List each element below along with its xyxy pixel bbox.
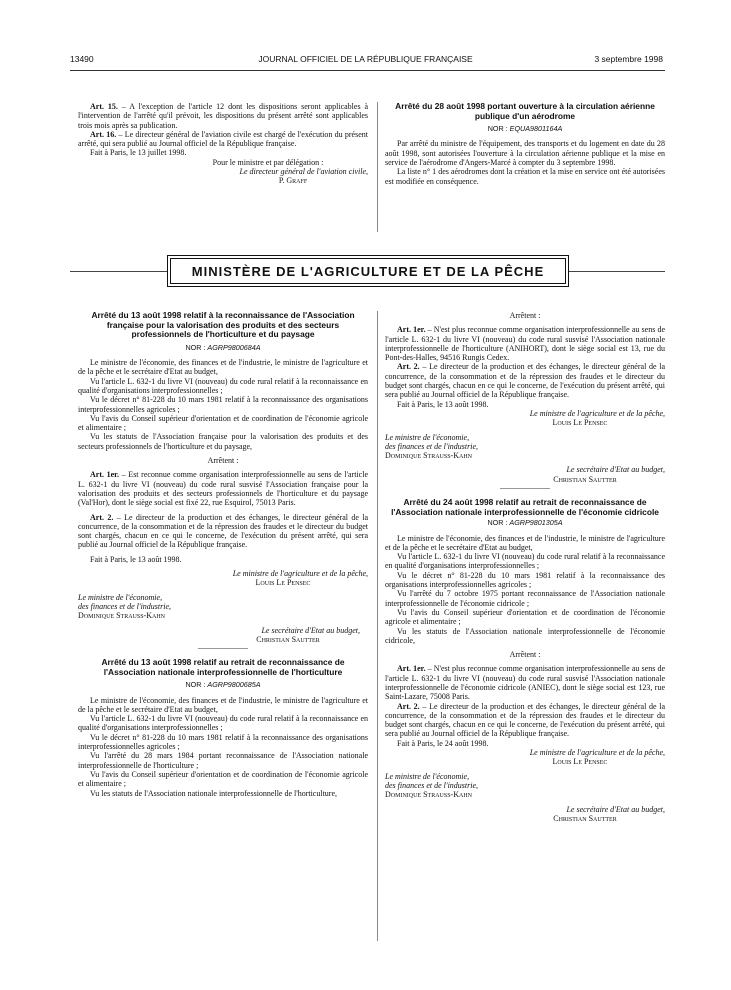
article-2 [385,702,665,739]
signatory-role: Le ministre de l'économie, [78,592,163,602]
nor-label: NOR : [185,680,208,690]
signatory-name: Louis Le Pensec [552,418,608,428]
article-text: – N'est plus reconnue comme organisation interprofessionnelle au sens de l'article L. 632-1 du livre VI (nouveau) du code rural susvisé l'Association nationale interprofessionnelle de l'horticulture (ANIHORT), dont le siège social est 13, rue du Pont-des-Halles, 94516 Rungis Cedex. [385,325,665,363]
article-1 [78,470,368,507]
nor-label: NOR : [487,124,510,134]
paragraph: Vu les statuts de l'Association française pour la valorisation des produits et des secteurs professionnels de l'horticulture et du paysage, [78,432,368,451]
article-2 [78,513,368,550]
ministry-heading: MINISTÈRE DE L'AGRICULTURE ET DE LA PÊCHE [170,258,566,284]
signatory-role: Le ministre de l'économie, [385,432,470,442]
decree-title: Arrêté du 24 août 1998 relatif au retrait de reconnaissance de l'Association nationale interprofessionnelle de l'économie cidricole [391,497,659,517]
fait-a-paris: Fait à Paris, le 24 août 1998. [397,738,489,748]
article-2 [385,362,665,399]
arretent-heading: Arrêtent : [509,650,541,660]
article-label: Art. 2. [397,701,420,711]
journal-title: JOURNAL OFFICIEL DE LA RÉPUBLIQUE FRANÇAISE [258,54,473,64]
signatory-role: Le secrétaire d'Etat au budget, [566,465,665,475]
ministry-rule-right [568,271,665,272]
page-number: 13490 [70,54,94,64]
signatory-name: Louis Le Pensec [552,757,608,767]
delegation-line: Pour le ministre et par délégation : [212,157,324,167]
top-right-column [385,102,665,186]
signatory-role: Le directeur général de l'aviation civile, [239,167,368,177]
nor-code: AGRP9800685A [207,680,261,690]
decree-title: Arrêté du 28 août 1998 portant ouverture à la circulation aérienne publique d'un aérodrome [395,101,655,121]
article-text: – Est reconnue comme organisation interprofessionnelle au sens de l'article L. 632-1 du livre VI (nouveau) du code rural susvisé l'Association française pour la valorisation des produits et des secteurs professionnels de l'horticulture et du paysage (Val'Hor), dont le siège social est fixé 22, rue Esquirol, 75013 Paris. [78,470,369,508]
signatory-role: Le ministre de l'agriculture et de la pêche, [529,408,665,418]
fait-a-paris: Fait à Paris, le 13 août 1998. [397,399,489,409]
decree-title: Arrêté du 13 août 1998 relatif au retrait de reconnaissance de l'Association nationale interprofessionnelle de l'horticulture [101,657,345,677]
fait-a-paris: Fait à Paris, le 13 juillet 1998. [90,148,187,158]
arretent-heading: Arrêtent : [207,456,239,466]
top-left-column [78,102,368,186]
signatory-role: des finances et de l'industrie, [385,780,479,790]
signatory-role: Le secrétaire d'Etat au budget, [261,625,360,635]
article-label: Art. 1er. [397,664,426,674]
article-text: – N'est plus reconnue comme organisation interprofessionnelle au sens de l'article L. 632-1 du livre VI (nouveau) du code rural susvisé l'Association nationale interprofessionnelle de l'économie cidricole (ANIEC), dont le siège social est 123, rue Saint-Lazare, 75008 Paris. [385,664,665,702]
signatory-role: Le secrétaire d'Etat au budget, [566,804,665,814]
signatory-name: P. Graff [278,176,308,186]
signatory-name: Christian Sautter [553,813,617,823]
section-divider [500,488,550,489]
paragraph: Vu l'article L. 632-1 du livre VI (nouveau) du code rural relatif à la reconnaissance en qualité d'organisations interprofessionnelles ; [385,552,665,571]
header-rule [70,70,665,71]
left-column [78,311,368,798]
nor-label: NOR : [185,342,208,352]
article-label: Art. 1er. [90,470,120,480]
paragraph: Vu les statuts de l'Association nationale interprofessionnelle de l'horticulture, [90,788,338,798]
signatory-name: Dominique Strauss-Kahn [385,451,473,461]
paragraph: Vu l'arrêté du 7 octobre 1975 portant reconnaissance de l'Association nationale interprofessionnelle de l'économie cidricole ; [385,589,665,608]
article-label: Art. 2. [90,512,114,522]
article-16 [78,130,368,149]
article-text: – Le directeur de la production et des échanges, le directeur général de la concurrence, de la consommation et de la répression des fraudes et le directeur du budget sont chargés, chacun en ce qui le concerne, de l'exécution du présent arrêté, qui sera publié au Journal officiel de la République française. [385,701,665,739]
paragraph: Vu l'article L. 632-1 du livre VI (nouveau) du code rural relatif à la reconnaissance en qualité d'organisations interprofessionnelles ; [78,376,368,395]
article-1 [385,664,665,701]
ministry-rule-left [70,271,168,272]
paragraph: Vu l'avis du Conseil supérieur d'orientation et de coordination de l'économie agricole et alimentaire ; [78,413,368,433]
paragraph: Vu l'avis du Conseil supérieur d'orientation et de coordination de l'économie agricole et alimentaire ; [78,769,368,789]
right-column [385,311,665,823]
article-text: – Le directeur de la production et des échanges, le directeur général de la concurrence, de la consommation et de la répression des fraudes et le directeur du budget sont chargés, chacun en ce qui le concerne, de l'exécution du présent arrêté, qui sera publié au Journal officiel de la République française. [385,362,665,400]
signatory-role: Le ministre de l'agriculture et de la pêche, [232,569,368,579]
decree-title: Arrêté du 13 août 1998 relatif à la reconnaissance de l'Association française pour la valorisation des produits et des secteurs professionnels de l'horticulture et du paysage [91,310,355,340]
paragraph: Vu les statuts de l'Association nationale interprofessionnelle de l'économie cidricole, [385,626,665,645]
signatory-role: Le ministre de l'économie, [385,771,470,781]
paragraph: Vu le décret n° 81-228 du 10 mars 1981 relatif à la reconnaissance des organisations interprofessionnelles agricoles ; [78,395,368,414]
article-label: Art. 2. [397,362,420,372]
paragraph: La liste n° 1 des aérodromes dont la création et la mise en service ont été autorisées est modifiée en conséquence. [385,167,665,186]
column-separator [377,102,378,232]
section-divider [198,648,248,649]
fait-a-paris: Fait à Paris, le 13 août 1998. [90,554,182,564]
signatory-name: Christian Sautter [553,474,617,484]
article-15 [78,102,368,130]
paragraph: Vu le décret n° 81-228 du 10 mars 1981 relatif à la reconnaissance des organisations interprofessionnelles agricoles ; [385,570,665,590]
signatory-name: Dominique Strauss-Kahn [385,790,473,800]
arretent-heading: Arrêtent : [509,311,541,320]
article-text: – Le directeur de la production et des échanges, le directeur général de la concurrence, de la consommation et de la répression des fraudes et le directeur du budget sont chargés, chacun en ce qui le concerne, de l'exécution du présent arrêté, qui sera publié au Journal officiel de la République française. [78,512,368,550]
nor-reference [385,518,665,527]
paragraph: Par arrêté du ministre de l'équipement, des transports et du logement en date du 28 août 1998, sont autorisées l'ouverture à la circulation aérienne publique et la mise en service de l'aérodrome d'Angers-Marcé à compter du 3 septembre 1998. [385,139,665,168]
paragraph: Le ministre de l'économie, des finances et de l'industrie, le ministre de l'agriculture et de la pêche et le secrétaire d'Etat au budget, [385,533,665,552]
signatory-name: Louis Le Pensec [255,578,311,588]
paragraph: Vu l'arrêté du 28 mars 1984 portant reconnaissance de l'Association nationale interprofessionnelle de l'horticulture ; [78,751,368,770]
page-header [0,54,731,68]
signatory-role: Le ministre de l'agriculture et de la pêche, [529,748,665,758]
article-15-text: – A l'exception de l'article 12 dont les dispositions seront applicables à l'intervention de l'arrêté qu'il prévoit, les dispositions du présent arrêté sont applicables trois mois après sa publication. [78,102,369,130]
nor-reference [78,680,368,689]
nor-label: NOR : [487,518,510,528]
article-16-text: – Le directeur général de l'aviation civile est chargé de l'exécution du présent arrêté, qui sera publié au Journal officiel de la République française. [78,129,368,149]
issue-date: 3 septembre 1998 [594,54,663,64]
paragraph: Le ministre de l'économie, des finances et de l'industrie, le ministre de l'agriculture et de la pêche et le secrétaire d'Etat au budget, [78,358,368,377]
article-16-label: Art. 16. [90,129,117,139]
article-15-label: Art. 15. [90,102,118,111]
article-label: Art. 1er. [397,325,426,335]
signatory-name: Christian Sautter [256,634,320,644]
nor-code: AGRP9801305A [509,518,563,528]
nor-reference [385,124,665,133]
signatory-name: Dominique Strauss-Kahn [78,611,166,621]
paragraph: Vu le décret n° 81-228 du 10 mars 1981 relatif à la reconnaissance des organisations interprofessionnelles agricoles ; [78,732,368,752]
paragraph: Vu l'avis du Conseil supérieur d'orientation et de coordination de l'économie agricole et alimentaire ; [385,607,665,627]
nor-reference [78,343,368,352]
signatory-role: des finances et de l'industrie, [78,601,172,611]
article-1 [385,325,665,362]
column-separator [377,311,378,941]
paragraph: Vu l'article L. 632-1 du livre VI (nouveau) du code rural relatif à la reconnaissance en qualité d'organisations interprofessionnelles ; [78,714,368,733]
nor-code: EQUA9801164A [509,124,563,134]
signatory-role: des finances et de l'industrie, [385,441,479,451]
nor-code: AGRP9800684A [207,342,261,352]
paragraph: Le ministre de l'économie, des finances et de l'industrie, le ministre de l'agriculture et de la pêche et le secrétaire d'Etat au budget, [78,695,368,714]
